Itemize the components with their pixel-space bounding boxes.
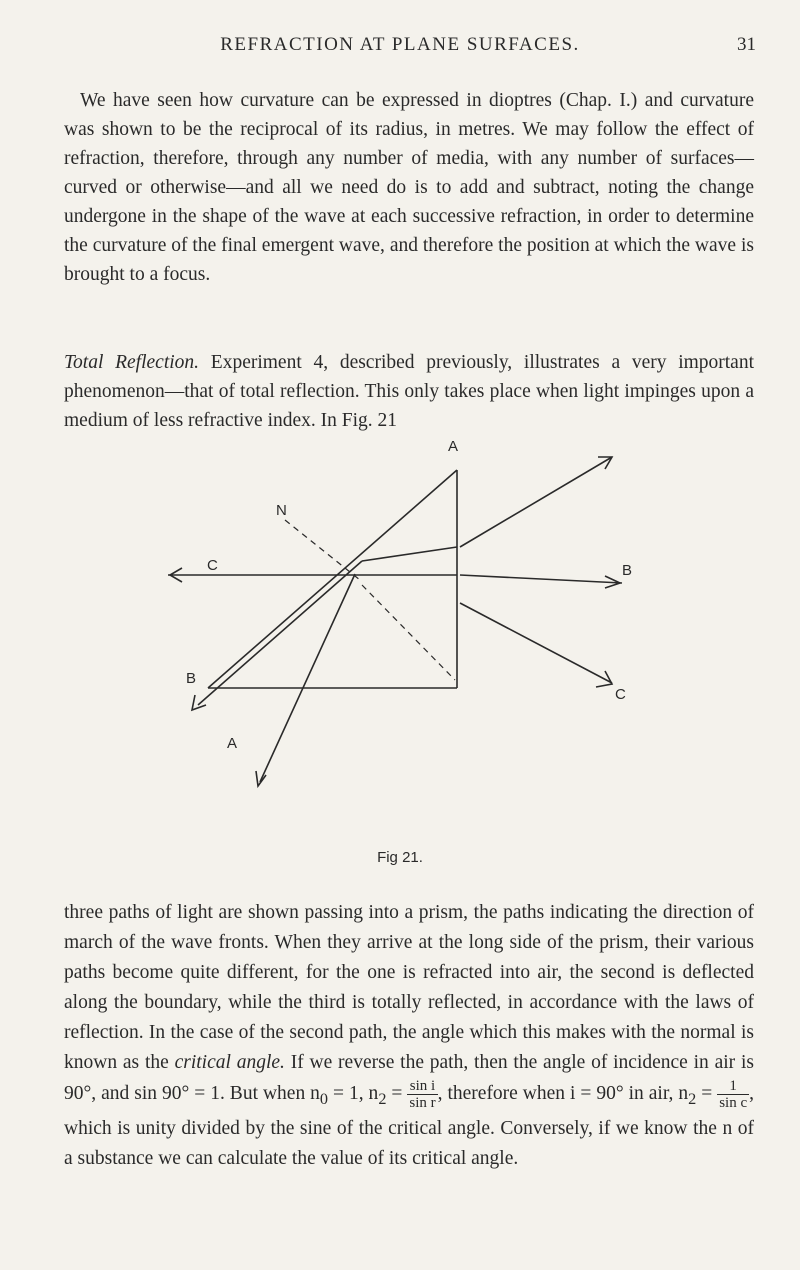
fraction-numerator-sin-i: sin i bbox=[407, 1078, 437, 1095]
page-header bbox=[0, 30, 800, 62]
paragraph-critical-angle-text-a: three paths of light are shown passing into a prism, the paths indicating the direction of march of the wave fronts. When they arrive at the long side of the prism, their various paths become quite different, for the one is refracted into air, the second is deflected along the boundary, while the third is totally reflected, in accordance with the laws of reflection. In the case of the second path, the angle which this makes with the normal is known as the bbox=[64, 902, 754, 1073]
paragraph-critical-angle bbox=[64, 898, 754, 1174]
paragraph-critical-angle-text-h: , which is unity divided by the bbox=[64, 1082, 754, 1139]
paragraph-critical-angle-text-b: If we reverse the path, then the angle of incidence in air is 90°, and sin 90° = 1. But when n bbox=[64, 1052, 754, 1104]
subscript-2-a: 2 bbox=[378, 1089, 387, 1108]
paragraph-critical-angle-text-d: = bbox=[386, 1082, 408, 1104]
fraction-1-over-sin-c bbox=[717, 1078, 749, 1111]
subscript-2-b: 2 bbox=[688, 1089, 697, 1108]
section-heading-total-reflection: Total Reflection. bbox=[64, 352, 200, 373]
paragraph-critical-angle-text-g: = bbox=[696, 1082, 718, 1104]
figure-21-prism-diagram bbox=[150, 425, 650, 805]
figure-caption: Fig 21. bbox=[377, 849, 423, 866]
running-head: REFRACTION AT PLANE SURFACES. bbox=[220, 34, 580, 55]
label-n: N bbox=[276, 502, 287, 519]
prism-diagram-svg bbox=[150, 425, 650, 805]
ray-inner-a bbox=[362, 547, 457, 561]
subscript-0: 0 bbox=[319, 1089, 329, 1108]
label-c-left: C bbox=[207, 557, 218, 574]
label-c-right: C bbox=[615, 686, 626, 703]
paragraph-curvature: We have seen how curvature can be expressed in dioptres (Chap. I.) and curvature was shown to be the reciprocal of its radius, in metres. We may follow the effect of refraction, therefore, through any number of media, with any number of surfaces—curved or otherwise—and all we need do is to add and subtract, noting the change undergone in the shape of the wave at each successive refraction, in order to determine the curvature of the final emergent wave, and therefore the position at which the wave is brought to a focus. bbox=[64, 90, 754, 285]
fraction-numerator-1: 1 bbox=[717, 1078, 749, 1095]
fraction-denominator-sin-c: sin c bbox=[719, 1095, 748, 1111]
fraction-sin-i-over-sin-r bbox=[407, 1078, 437, 1111]
paragraph-conversely: sine of the critical angle. Conversely, if we know the n of a substance we can calculate the value of its critical angle. bbox=[64, 1117, 755, 1169]
fraction-denominator-sin-r: sin r bbox=[409, 1095, 436, 1111]
paragraph-total-reflection bbox=[64, 348, 754, 435]
term-critical-angle: critical angle. bbox=[174, 1052, 285, 1073]
paragraph-critical-angle-text-e: , bbox=[437, 1082, 443, 1104]
paragraph-critical-angle-text-f: therefore when i = 90° in air, n bbox=[447, 1082, 689, 1104]
normal-line-lower bbox=[362, 585, 455, 680]
label-a-top: A bbox=[448, 438, 459, 455]
normal-line-upper bbox=[285, 520, 360, 580]
label-b-left: B bbox=[186, 670, 197, 687]
ray-a-refracted bbox=[460, 457, 612, 547]
label-a-bottom: A bbox=[227, 735, 238, 752]
paragraph-total-reflection-text: Experiment 4, described previously, illustrates a very important phenomenon—that of total reflection. This only takes place when light impinges upon a medium of less refractive index. In Fig. 21 bbox=[64, 352, 755, 431]
ray-a-inside bbox=[260, 574, 355, 782]
paragraph-critical-angle-text-c: = 1, n bbox=[328, 1082, 379, 1104]
ray-b-arrow bbox=[192, 695, 206, 710]
page-number: 31 bbox=[737, 34, 756, 55]
prism-hypotenuse bbox=[208, 470, 457, 688]
ray-b-grazing bbox=[460, 575, 622, 583]
ray-c-reflected bbox=[460, 603, 612, 683]
label-b-right: B bbox=[622, 562, 633, 579]
ray-b-inside bbox=[198, 561, 362, 705]
